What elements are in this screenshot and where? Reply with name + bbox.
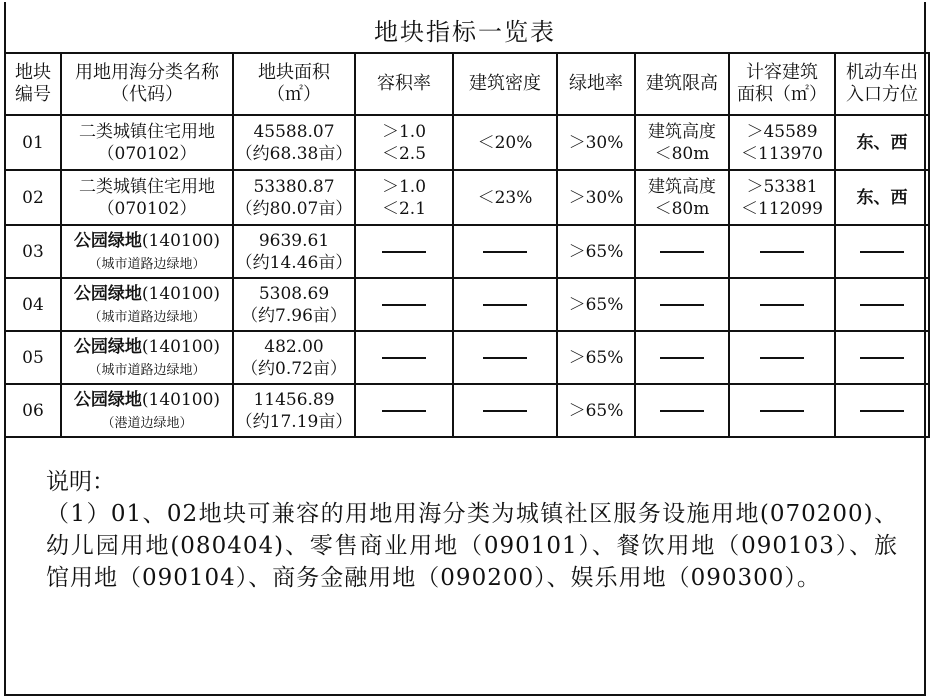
- cell-plot-no: 04: [5, 278, 61, 331]
- dash-mark: [483, 357, 527, 359]
- cell-far: ＞1.0 ＜2.1: [355, 170, 453, 225]
- cell-green-ratio: ＞65%: [557, 331, 635, 384]
- dash-mark: [860, 304, 904, 306]
- dash-mark: [860, 251, 904, 253]
- cell-far: [355, 331, 453, 384]
- cell-area: 45588.07 （约68.38亩）: [233, 115, 355, 170]
- cell-land-use: 公园绿地(140100) （城市道路边绿地）: [61, 278, 233, 331]
- cell-far: [355, 278, 453, 331]
- cell-plot-no: 06: [5, 384, 61, 437]
- cell-area: 53380.87 （约80.07亩）: [233, 170, 355, 225]
- cell-land-use: 公园绿地(140100) （港道边绿地）: [61, 384, 233, 437]
- dash-mark: [483, 410, 527, 412]
- cell-far: [355, 384, 453, 437]
- table-row: [5, 170, 929, 225]
- cell-green-ratio: ＞30%: [557, 115, 635, 170]
- cell-area: 482.00 （约0.72亩）: [233, 331, 355, 384]
- cell-density: [453, 278, 557, 331]
- header-gfa: 计容建筑 面积（㎡）: [729, 53, 835, 115]
- cell-gfa: [729, 331, 835, 384]
- dash-mark: [760, 304, 804, 306]
- header-height-limit: 建筑限高: [635, 53, 729, 115]
- cell-plot-no: 01: [5, 115, 61, 170]
- cell-gfa: [729, 278, 835, 331]
- cell-entrance: 东、西: [835, 170, 929, 225]
- dash-mark: [483, 304, 527, 306]
- dash-mark: [660, 410, 704, 412]
- dash-mark: [483, 251, 527, 253]
- header-area: 地块面积 （㎡）: [233, 53, 355, 115]
- cell-height-limit: [635, 278, 729, 331]
- cell-height-limit: [635, 384, 729, 437]
- dash-mark: [760, 357, 804, 359]
- notes-item-1: （1）01、02地块可兼容的用地用海分类为城镇社区服务设施用地(070200)、幼儿园用地(080404)、零售商业用地（090101）、餐饮用地（090103）、旅馆用地（090104）、商务金融用地（090200）、娱乐用地（090300）。: [46, 501, 898, 591]
- dash-mark: [760, 410, 804, 412]
- cell-green-ratio: ＞30%: [557, 170, 635, 225]
- cell-height-limit: [635, 225, 729, 278]
- cell-density: ＜20%: [453, 115, 557, 170]
- cell-density: [453, 384, 557, 437]
- cell-gfa: ＞45589 ＜113970: [729, 115, 835, 170]
- header-green-ratio: 绿地率: [557, 53, 635, 115]
- cell-density: [453, 225, 557, 278]
- cell-area: 11456.89 （约17.19亩）: [233, 384, 355, 437]
- cell-area: 5308.69 （约7.96亩）: [233, 278, 355, 331]
- cell-gfa: ＞53381 ＜112099: [729, 170, 835, 225]
- dash-mark: [860, 357, 904, 359]
- dash-mark: [382, 251, 426, 253]
- table-header-row: [5, 53, 929, 115]
- cell-area: 9639.61 （约14.46亩）: [233, 225, 355, 278]
- header-plot-no: 地块 编号: [5, 53, 61, 115]
- cell-entrance: [835, 384, 929, 437]
- table-row: [5, 331, 929, 384]
- dash-mark: [760, 251, 804, 253]
- cell-entrance: [835, 331, 929, 384]
- dash-mark: [382, 357, 426, 359]
- cell-green-ratio: ＞65%: [557, 225, 635, 278]
- dash-mark: [860, 410, 904, 412]
- cell-entrance: 东、西: [835, 115, 929, 170]
- dash-mark: [660, 251, 704, 253]
- header-entrance: 机动车出 入口方位: [835, 53, 929, 115]
- dash-mark: [660, 304, 704, 306]
- cell-land-use: 公园绿地(140100) （城市道路边绿地）: [61, 331, 233, 384]
- cell-green-ratio: ＞65%: [557, 278, 635, 331]
- table-row: [5, 115, 929, 170]
- cell-plot-no: 03: [5, 225, 61, 278]
- cell-far: ＞1.0 ＜2.5: [355, 115, 453, 170]
- header-far: 容积率: [355, 53, 453, 115]
- header-density: 建筑密度: [453, 53, 557, 115]
- cell-height-limit: 建筑高度 ＜80m: [635, 115, 729, 170]
- cell-gfa: [729, 225, 835, 278]
- cell-density: [453, 331, 557, 384]
- cell-far: [355, 225, 453, 278]
- notes-heading: 说明：: [46, 469, 115, 495]
- cell-plot-no: 05: [5, 331, 61, 384]
- table-row: [5, 225, 929, 278]
- cell-plot-no: 02: [5, 170, 61, 225]
- cell-land-use: 二类城镇住宅用地 （070102）: [61, 115, 233, 170]
- cell-land-use: 二类城镇住宅用地 （070102）: [61, 170, 233, 225]
- dash-mark: [382, 410, 426, 412]
- cell-gfa: [729, 384, 835, 437]
- cell-green-ratio: ＞65%: [557, 384, 635, 437]
- dash-mark: [660, 357, 704, 359]
- plot-indicator-sheet: [4, 2, 926, 696]
- table-row: [5, 278, 929, 331]
- cell-height-limit: [635, 331, 729, 384]
- indicator-table: [4, 52, 930, 438]
- dash-mark: [382, 304, 426, 306]
- cell-entrance: [835, 225, 929, 278]
- header-land-use: 用地用海分类名称 （代码）: [61, 53, 233, 115]
- notes-section: [46, 466, 898, 594]
- cell-entrance: [835, 278, 929, 331]
- page-title: 地块指标一览表: [374, 18, 556, 46]
- cell-height-limit: 建筑高度 ＜80m: [635, 170, 729, 225]
- cell-land-use: 公园绿地(140100) （城市道路边绿地）: [61, 225, 233, 278]
- table-row: [5, 384, 929, 437]
- cell-density: ＜23%: [453, 170, 557, 225]
